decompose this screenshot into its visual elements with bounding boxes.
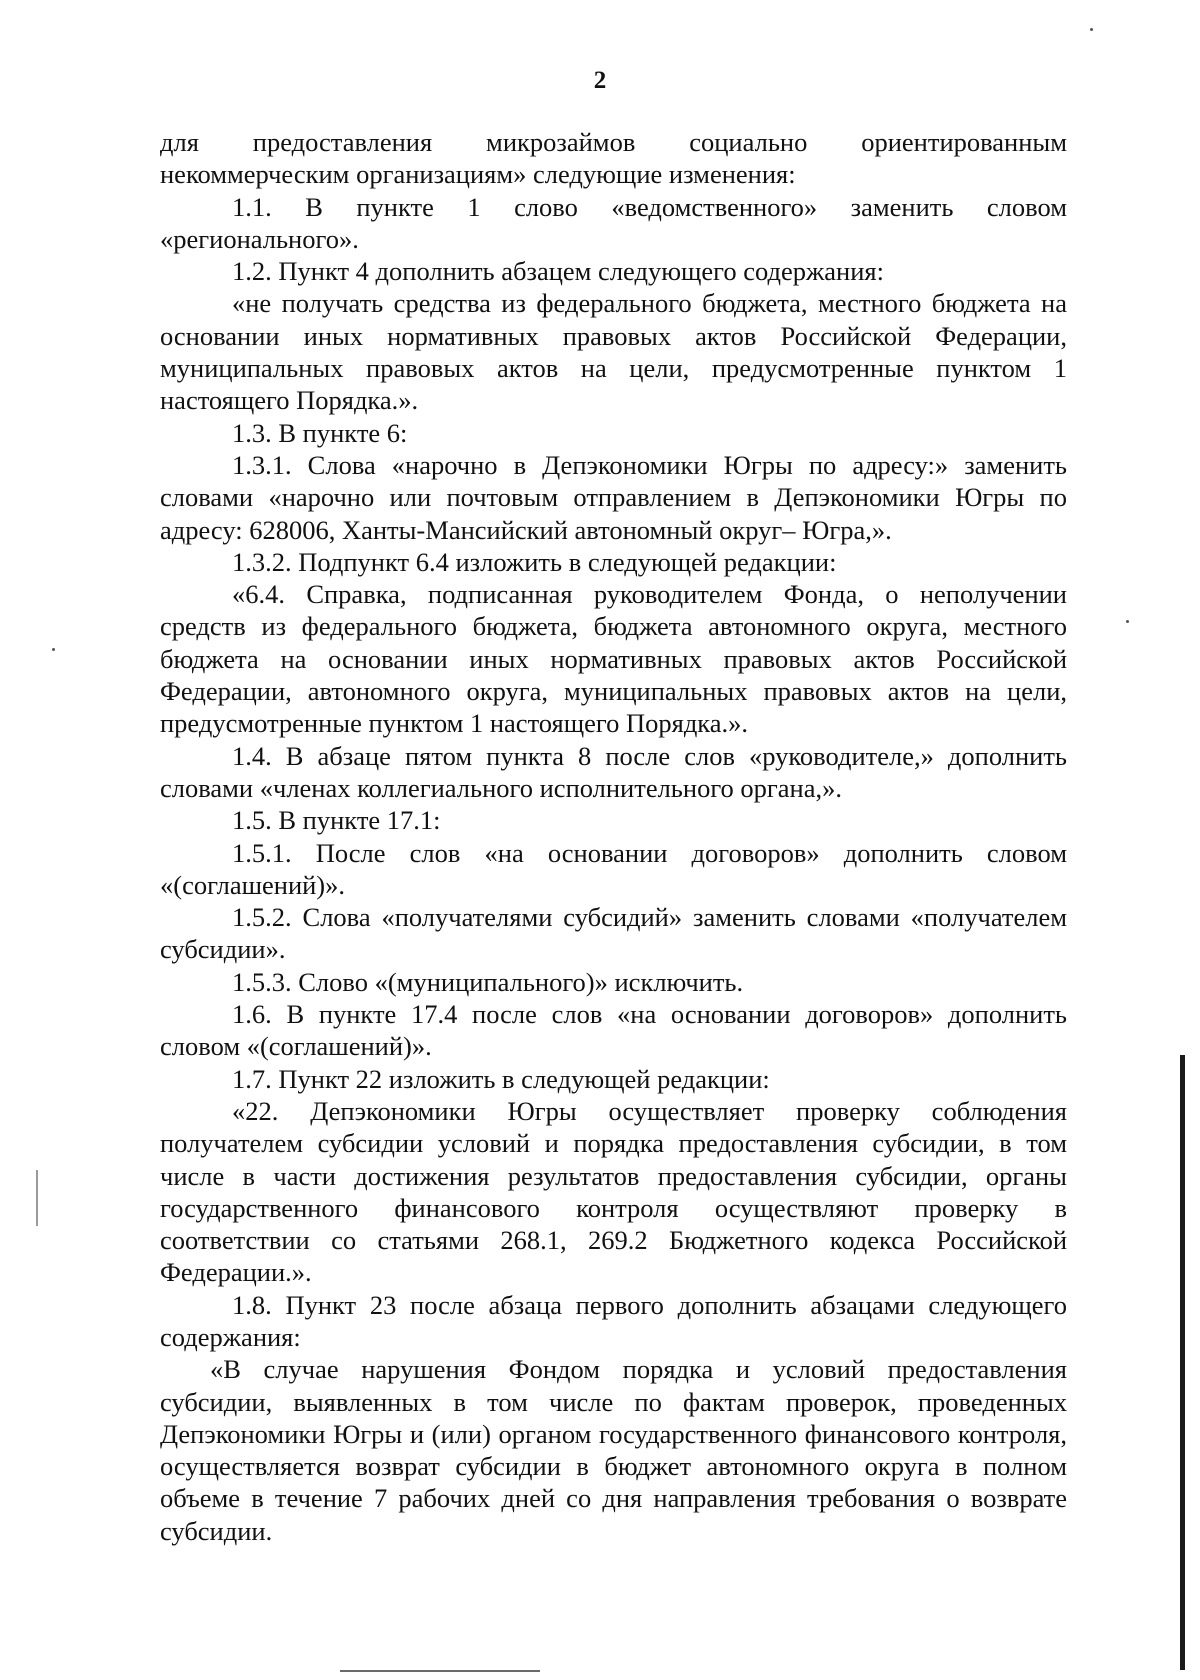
paragraph-1-2-quote: «не получать средства из федерального бюджета, местного бюджета на основании иных нормативных правовых актов Российской Федерации, муниципальных правовых актов на цели, предусмотренные пунктом 1 настоящего Порядка.». xyxy=(160,288,1067,416)
paragraph-1-5-1: 1.5.1. После слов «на основании договоров» дополнить словом «(соглашений)». xyxy=(160,837,1067,900)
scan-artifact-dot xyxy=(52,648,55,651)
paragraph-1-8-quote: «В случае нарушения Фондом порядка и условий предоставления субсидии, выявленных в том числе по фактам проверок, проведенных Депэкономики Югры и (или) органом государственного финансового контроля, осуществляется возврат субсидии в бюджет автономного округа в полном объеме в течение 7 рабочих дней со дня направления требования о возврате субсидии. xyxy=(160,1354,1067,1546)
paragraph-1-3-1: 1.3.1. Слова «нарочно в Депэкономики Югры по адресу:» заменить словами «нарочно или почтовым отправлением в Депэкономики Югры по адресу: 628006, Ханты-Мансийский автономный округ– Югра,». xyxy=(160,449,1067,545)
paragraph-1-5-2: 1.5.2. Слова «получателями субсидий» заменить словами «получателем субсидии». xyxy=(160,902,1067,965)
paragraph-1-3-2-quote: «6.4. Справка, подписанная руководителем Фонда, о неполучении средств из федерального бюджета, бюджета автономного округа, местного бюджета на основании иных нормативных правовых актов Российской Федерации, автономного округа, муниципальных правовых актов на цели, предусмотренные пунктом 1 настоящего Порядка.». xyxy=(160,579,1067,739)
scan-artifact-bottom-line xyxy=(340,1670,540,1672)
paragraph-1-7: 1.7. Пункт 22 изложить в следующей редакции: xyxy=(232,1063,770,1094)
paragraph-1-6: 1.6. В пункте 17.4 после слов «на основании договоров» дополнить словом «(соглашений)». xyxy=(160,999,1067,1062)
scan-edge-bar xyxy=(1180,1055,1185,1670)
paragraph-1-5: 1.5. В пункте 17.1: xyxy=(232,805,441,836)
document-body xyxy=(160,126,1067,1547)
paragraph-1-3-2: 1.3.2. Подпункт 6.4 изложить в следующей редакции: xyxy=(232,546,837,577)
paragraph-1-1: 1.1. В пункте 1 слово «ведомственного» заменить словом «регионального». xyxy=(160,191,1067,254)
scan-artifact-dot xyxy=(1126,620,1129,623)
paragraph-1-4: 1.4. В абзаце пятом пункта 8 после слов «руководителе,» дополнить словами «членах коллегиального исполнительного органа,». xyxy=(160,740,1067,803)
scan-artifact-line xyxy=(36,1170,38,1226)
paragraph-intro-continuation: для предоставления микрозаймов социально ориентированным некоммерческим организациям» следующие изменения: xyxy=(160,127,1067,190)
paragraph-1-2: 1.2. Пункт 4 дополнить абзацем следующего содержания: xyxy=(232,256,884,287)
paragraph-1-8: 1.8. Пункт 23 после абзаца первого дополнить абзацами следующего содержания: xyxy=(160,1289,1067,1352)
page-number: 2 xyxy=(593,67,607,94)
paragraph-1-7-quote: «22. Депэкономики Югры осуществляет проверку соблюдения получателем субсидии условий и порядка предоставления субсидии, в том числе в части достижения результатов предоставления субсидии, органы государственного финансового контроля осуществляют проверку в соответствии со статьями 268.1, 269.2 Бюджетного кодекса Российской Федерации.». xyxy=(160,1095,1067,1288)
scan-artifact-dot xyxy=(1090,28,1093,31)
paragraph-1-5-3: 1.5.3. Слово «(муниципального)» исключить. xyxy=(232,966,744,997)
paragraph-1-3: 1.3. В пункте 6: xyxy=(232,417,408,448)
